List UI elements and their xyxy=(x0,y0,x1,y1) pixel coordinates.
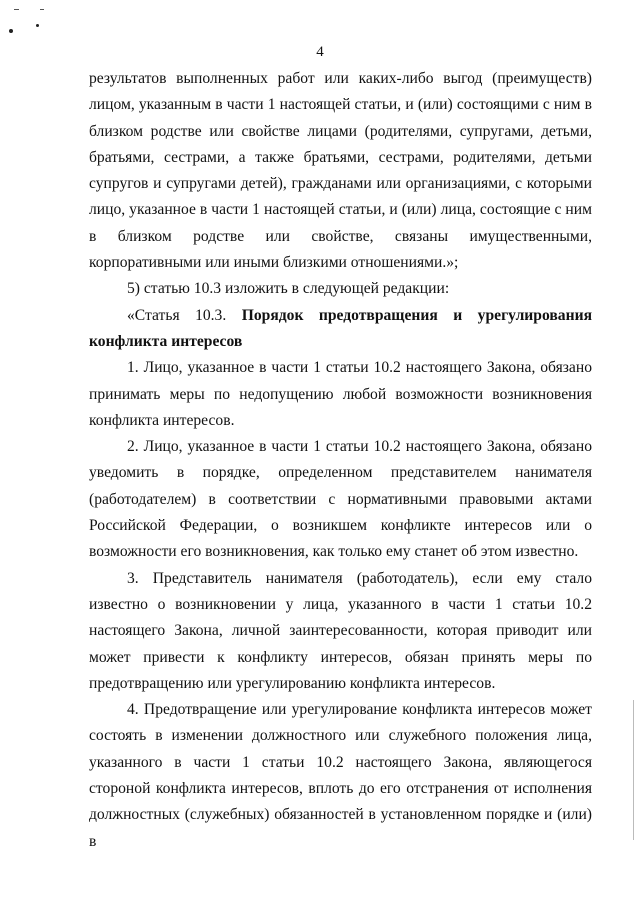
paragraph-clause-2: 2. Лицо, указанное в части 1 статьи 10.2 настоящего Закона, обязано уведомить в порядке, определенном представителем нанимателя (работодателем) в соответствии с нормативными правовыми актами Российской Федерации, о возникшем конфликте интересов или о возможности его возникновения, как только ему станет об этом известно. xyxy=(89,438,592,561)
paragraph-clause-4: 4. Предотвращение или урегулирование конфликта интересов может состоять в изменении должностного или служебного положения лица, указанного в части 1 статьи 10.2 настоящего Закона, являющегося стороной конфликта интересов, вплоть до его отстранения от исполнения должностных (служебных) обязанностей в установленном порядке и (или) в xyxy=(89,701,592,850)
scan-edge-line xyxy=(633,700,634,840)
scan-dot-mark xyxy=(36,24,39,27)
article-title: Порядок предотвращения и урегулирования конфликта интересов xyxy=(89,306,593,350)
scan-dot-mark xyxy=(9,29,13,33)
scan-dash-mark xyxy=(40,9,44,10)
paragraph-amendment-item: 5) статью 10.3 изложить в следующей редакции: xyxy=(127,280,450,298)
article-number: «Статья 10.3. xyxy=(127,306,227,324)
article-heading xyxy=(89,303,592,356)
scan-dash-mark xyxy=(14,9,19,10)
page-number: 4 xyxy=(316,44,324,60)
paragraph-continuation: результатов выполненных работ или каких-либо выгод (преимуществ) лицом, указанным в части 1 настоящей статьи, и (или) состоящими с ним в близком родстве или свойстве лицами (родителями, супругами, детьми, братьями, сестрами, а также братьями, сестрами, родителями, детьми супругов и супругами детей), гражданами или организациями, с которыми лицо, указанное в части 1 настоящей статьи, и (или) лица, состоящие с ним в близком родстве или свойстве, связаны имущественными, корпоративными или иными близкими отношениями.»; xyxy=(89,70,592,272)
paragraph-clause-1: 1. Лицо, указанное в части 1 статьи 10.2 настоящего Закона, обязано принимать меры по недопущению любой возможности возникновения конфликта интересов. xyxy=(89,359,592,429)
document-body xyxy=(89,66,592,855)
paragraph-clause-3: 3. Представитель нанимателя (работодатель), если ему стало известно о возникновении у лица, указанного в части 1 статьи 10.2 настоящего Закона, личной заинтересованности, которая приводит или может привести к конфликту интересов, обязан принять меры по предотвращению или урегулированию конфликта интересов. xyxy=(89,569,592,692)
